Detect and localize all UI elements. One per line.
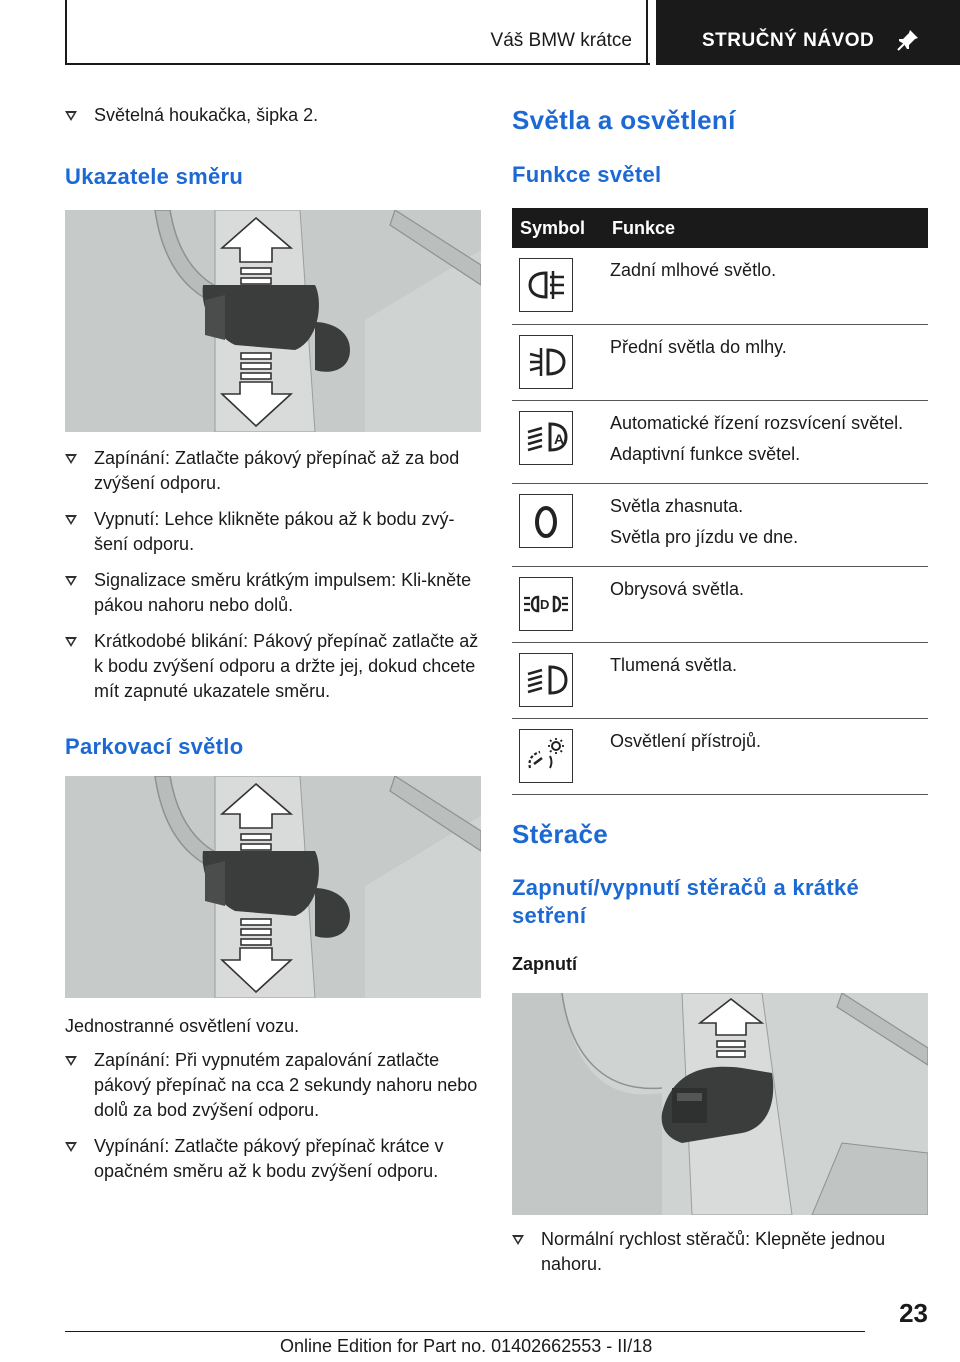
function-text: Osvětlení přístrojů. — [610, 730, 762, 751]
function-text: Světla zhasnuta. — [610, 495, 744, 516]
function-text: Přední světla do mlhy. — [610, 336, 787, 357]
list-item — [65, 629, 481, 704]
table-row — [512, 324, 928, 400]
list-item — [512, 1227, 928, 1277]
auto-headlight-icon — [519, 411, 573, 465]
function-text: Automatické řízení rozsvícení světel. — [610, 412, 904, 433]
parking-light-lever-illustration — [65, 776, 481, 998]
front-fog-light-icon — [519, 335, 573, 389]
table-header-row — [512, 208, 928, 248]
list-item-text: Signalizace směru krátkým impulsem: Kli-kněte pákou nahoru nebo dolů. — [94, 570, 472, 615]
list-item — [65, 568, 481, 618]
list-item-text: Normální rychlost stěračů: Klepněte jednou nahoru. — [541, 1228, 886, 1274]
bullet-triangle-icon — [65, 576, 77, 586]
table-row — [512, 400, 928, 483]
footer-rule — [65, 1331, 865, 1332]
low-beam-icon — [519, 653, 573, 707]
wipers-heading: Stěrače — [512, 818, 609, 849]
function-text: Adaptivní funkce světel. — [610, 443, 801, 464]
light-functions-table — [512, 208, 928, 795]
parking-lights-icon — [519, 577, 573, 631]
pin-icon — [896, 28, 920, 57]
bullet-triangle-icon — [65, 1056, 77, 1066]
parking-light-heading: Parkovací světlo — [65, 734, 244, 759]
turn-signals-heading: Ukazatele směru — [65, 164, 244, 189]
list-item-text: Zapínání: Zatlačte pákový přepínač až za bod zvýšení odporu. — [94, 448, 460, 493]
wiper-lever-illustration — [512, 993, 928, 1215]
list-item-text: Zapínání: Při vypnutém zapalování zatlačte pákový přepínač na cca 2 sekundy nahoru nebo dolů za bod zvýšení odporu. — [94, 1050, 478, 1120]
parking-light-description: Jednostranné osvětlení vozu. — [65, 1016, 300, 1036]
list-item — [65, 446, 481, 496]
header-chapter-box — [656, 0, 960, 65]
footer-edition: Online Edition for Part no. 01402662553 - II/18 — [280, 1336, 653, 1356]
list-item-text: Krátkodobé blikání: Pákový přepínač zatlačte až k bodu zvýšení odporu a držte jej, dokud chcete mít zapnuté ukazatele směru. — [94, 631, 479, 701]
svg-text:D: D — [540, 596, 550, 612]
table-row — [512, 566, 928, 642]
left-column — [65, 95, 481, 1195]
light-functions-heading: Funkce světel — [512, 162, 662, 187]
bullet-triangle-icon — [65, 454, 77, 464]
lights-heading: Světla a osvětlení — [512, 105, 736, 135]
list-item-text: Vypínání: Zatlačte pákový přepínač krátce v opačném směru až k bodu zvýšení odporu. — [94, 1136, 444, 1181]
function-text: Tlumená světla. — [610, 654, 738, 675]
wipers-on-label: Zapnutí — [512, 953, 577, 974]
lights-off-icon — [519, 494, 573, 548]
turn-signal-lever-illustration — [65, 210, 481, 432]
table-row — [512, 248, 928, 324]
list-item-text: Vypnutí: Lehce klikněte pákou až k bodu zvý-šení odporu. — [94, 509, 455, 554]
function-text: Obrysová světla. — [610, 578, 745, 599]
header-chapter-label: STRUČNÝ NÁVOD — [702, 30, 875, 51]
table-row — [512, 642, 928, 718]
header-section-box — [65, 0, 648, 65]
page-number: 23 — [899, 1298, 928, 1328]
list-item — [65, 1048, 481, 1123]
list-item — [65, 507, 481, 557]
column-header-symbol: Symbol — [512, 208, 604, 248]
column-header-function: Funkce — [604, 208, 928, 248]
table-row — [512, 483, 928, 566]
function-text: Světla pro jízdu ve dne. — [610, 526, 799, 547]
bullet-triangle-icon — [65, 637, 77, 647]
wipers-subheading: Zapnutí/vypnutí stěračů a krátké setření — [512, 874, 860, 928]
bullet-triangle-icon — [65, 111, 77, 121]
turn-signals-list — [65, 446, 481, 704]
table-row — [512, 718, 928, 794]
instrument-lighting-icon — [519, 729, 573, 783]
rear-fog-light-icon — [519, 258, 573, 312]
list-item-text: Světelná houkačka, šipka 2. — [94, 105, 319, 125]
svg-text:A: A — [554, 430, 565, 447]
header-section-label: Váš BMW krátce — [490, 30, 632, 51]
bullet-triangle-icon — [65, 515, 77, 525]
bullet-triangle-icon — [65, 1142, 77, 1152]
right-column — [512, 95, 928, 1288]
list-item — [65, 1134, 481, 1184]
header-rule — [65, 63, 650, 65]
list-item — [65, 103, 481, 128]
function-text: Zadní mlhové světlo. — [610, 260, 777, 280]
bullet-triangle-icon — [512, 1235, 524, 1245]
